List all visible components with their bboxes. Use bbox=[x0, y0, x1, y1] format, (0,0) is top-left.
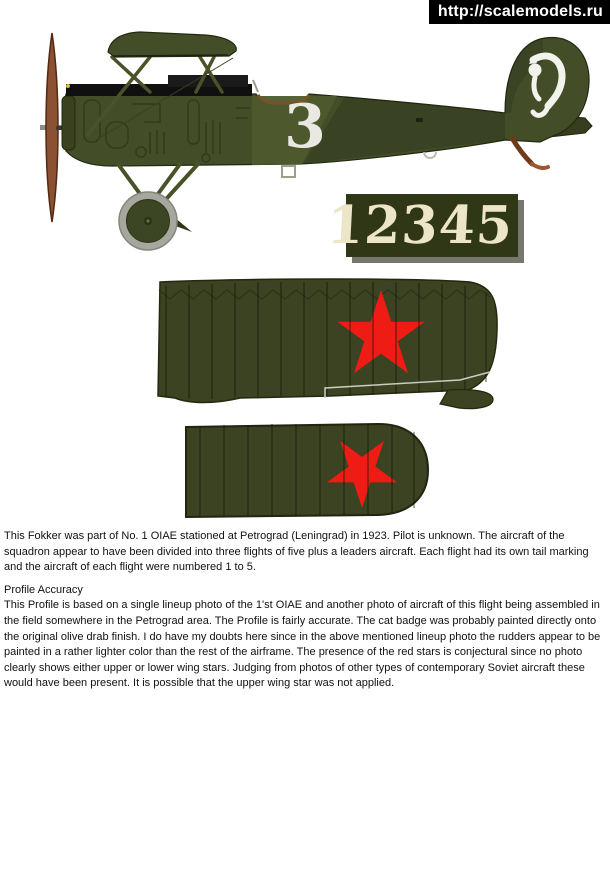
text-line: This Fokker was part of No. 1 OIAE stationed at Petrograd (Leningrad) in 1923. Pilot is unknown. The aircraft of the bbox=[4, 530, 565, 542]
text-line: and the aircraft of each flight were numbered 1 to 5. bbox=[4, 561, 256, 574]
paragraph-gap bbox=[4, 576, 604, 583]
text-line: painted in a rather lighter color than the rest of the airframe. The presence of the red stars is conjectural since no photo bbox=[4, 646, 583, 659]
serial-number: 12345 bbox=[325, 195, 515, 256]
upper-wing-plan bbox=[158, 279, 497, 409]
upper-wing-side bbox=[108, 32, 236, 57]
history-paragraph bbox=[4, 529, 604, 576]
windscreen bbox=[253, 80, 258, 92]
wheel bbox=[119, 192, 177, 250]
aileron-horn bbox=[440, 389, 493, 408]
step-stirrup bbox=[282, 166, 295, 177]
text-line: the field somewhere in the Petrograd area. The Profile is fairly accurate. The cat badge was probably painted directly onto bbox=[4, 614, 597, 627]
text-line: clearly shows either upper or lower wing stars. Judging from photos of other types of contemporary Soviet aircraft these bbox=[4, 661, 585, 674]
text-line: would have been present. It is possible that the upper wing star was not applied. bbox=[4, 677, 395, 690]
site-url[interactable]: http://scalemodels.ru bbox=[437, 3, 603, 20]
lower-wing-plan bbox=[186, 424, 428, 517]
accuracy-heading: Profile Accuracy bbox=[4, 583, 83, 596]
description-block bbox=[4, 529, 604, 692]
text-line: the original olive drab finish. I do have my doubts here since in the above mentioned lineup photo the rudders appear to be bbox=[4, 630, 601, 643]
filler-cap bbox=[66, 84, 70, 88]
accuracy-paragraph bbox=[4, 598, 604, 692]
wing-underside-line bbox=[114, 55, 228, 56]
inspection-hatch bbox=[416, 118, 423, 122]
lifting-handle bbox=[424, 152, 436, 158]
serial-plate bbox=[326, 194, 524, 263]
tactical-number: 3 bbox=[284, 92, 326, 162]
text-line: squadron appear to have been divided into three flights of five plus a leaders aircraft. Each flight had its own tail marking bbox=[4, 545, 589, 558]
cat-head bbox=[529, 64, 542, 77]
text-line: This Profile is based on a single lineup photo of the 1'st OIAE and another photo of aircraft of this flight being assembled in bbox=[4, 599, 600, 612]
machine-guns bbox=[168, 75, 248, 87]
radiator bbox=[62, 96, 75, 150]
tail-skid-shoe bbox=[532, 164, 548, 168]
